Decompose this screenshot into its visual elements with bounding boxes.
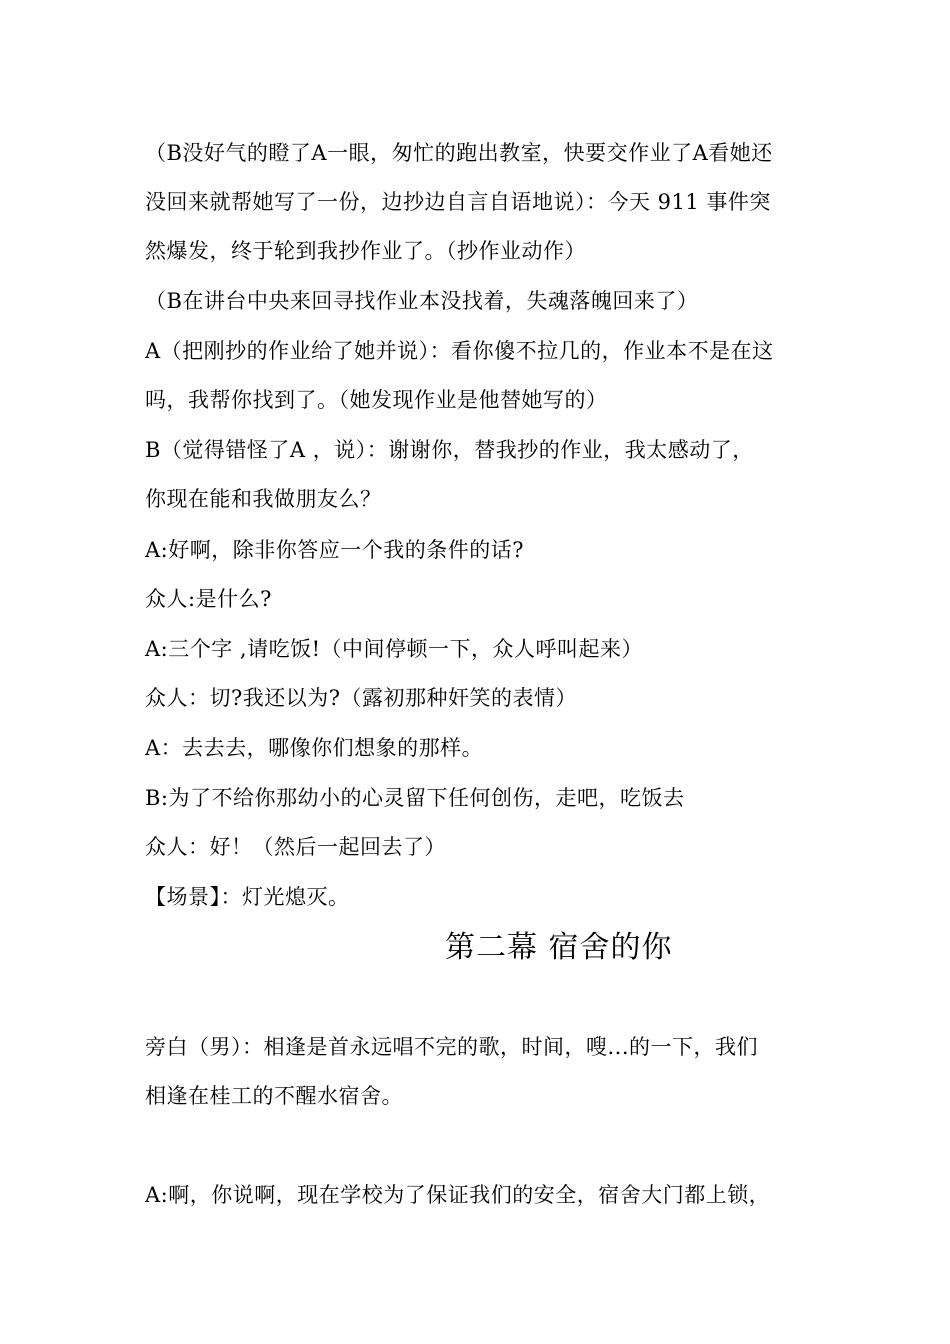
text-line: A:啊，你说啊，现在学校为了保证我们的安全，宿舍大门都上锁， bbox=[145, 1183, 771, 1207]
text-line: （B没好气的瞪了A一眼，匆忙的跑出教室，快要交作业了A看她还 bbox=[145, 141, 773, 165]
text-line: （B在讲台中央来回寻找作业本没找着，失魂落魄回来了） bbox=[145, 289, 699, 313]
text-line: 众人：好！（然后一起回去了） bbox=[145, 835, 446, 859]
text-line: 旁白（男）：相逢是首永远唱不完的歌，时间，嗖...的一下，我们 bbox=[145, 1035, 759, 1059]
text-line: 你现在能和我做朋友么？ bbox=[145, 487, 382, 511]
text-line: A（把刚抄的作业给了她并说）：看你傻不拉几的，作业本不是在这 bbox=[145, 339, 774, 363]
act-title: 第二幕 宿舍的你 bbox=[445, 930, 673, 965]
text-line: 没回来就帮她写了一份，边抄边自言自语地说）：今天 911 事件突 bbox=[145, 190, 771, 214]
text-line: 众人：切?我还以为?（露初那种奸笑的表情） bbox=[145, 686, 578, 710]
text-line: A:好啊，除非你答应一个我的条件的话? bbox=[145, 538, 524, 562]
text-line: B（觉得错怪了A ，说）：谢谢你，替我抄的作业，我太感动了， bbox=[145, 438, 754, 462]
text-line: B:为了不给你那幼小的心灵留下任何创伤，走吧，吃饭去 bbox=[145, 786, 685, 810]
text-line: 众人:是什么? bbox=[145, 587, 272, 611]
text-line: 吗，我帮你找到了。（她发现作业是他替她写的） bbox=[145, 388, 608, 412]
text-line: 相逢在桂工的不醒水宿舍。 bbox=[145, 1084, 403, 1108]
text-line: A:三个字 ,请吃饭!（中间停顿一下，众人呼叫起来） bbox=[145, 637, 644, 661]
text-line: 【场景】：灯光熄灭。 bbox=[145, 885, 350, 909]
text-line: 然爆发，终于轮到我抄作业了。（抄作业动作） bbox=[145, 239, 586, 263]
text-line: A：去去去，哪像你们想象的那样。 bbox=[145, 736, 484, 760]
